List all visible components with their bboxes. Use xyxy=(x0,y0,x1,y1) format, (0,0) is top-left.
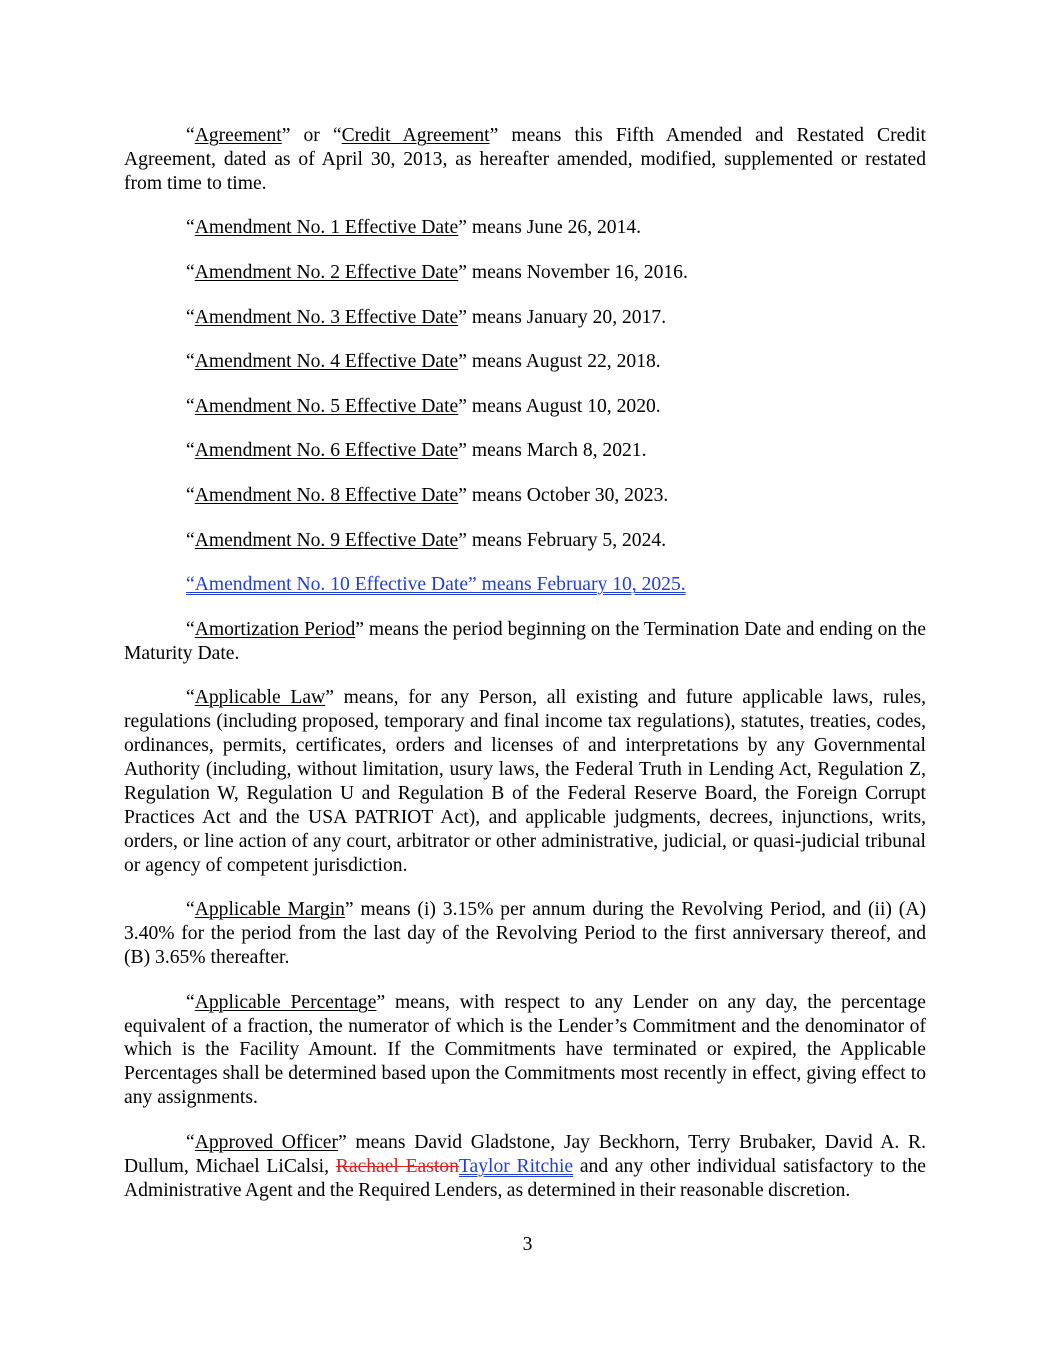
definition-amendment-5: “Amendment No. 5 Effective Date” means August 10, 2020. xyxy=(186,395,661,417)
definition-amendment-6: “Amendment No. 6 Effective Date” means March 8, 2021. xyxy=(186,440,647,462)
definition-applicable-percentage: “Applicable Percentage” means, with respect to any Lender on any day, the percentage equivalent of a fraction, the numerator of which is the Lender’s Commitment and the denominator of which is the Facility Amount. If the Commitments have terminated or expired, the Applicable Percentages shall be determined based upon the Commitments most recently in effect, giving effect to any assignments. xyxy=(124,991,926,1109)
defined-term: Approved Officer xyxy=(194,1131,338,1153)
defined-term: Applicable Percentage xyxy=(194,991,377,1013)
definition-amendment-10-inserted xyxy=(124,573,926,597)
defined-term: Applicable Margin xyxy=(194,899,345,921)
inserted-text: “Amendment No. 10 Effective Date” means February 10, 2025. xyxy=(186,574,686,596)
definition-amendment-8: “Amendment No. 8 Effective Date” means October 30, 2023. xyxy=(186,484,669,506)
defined-term: Amendment No. 3 Effective Date xyxy=(194,306,459,328)
defined-term-agreement: Agreement xyxy=(194,125,282,146)
definition-amendment-2: “Amendment No. 2 Effective Date” means November 16, 2016. xyxy=(186,262,688,283)
defined-term: Amortization Period xyxy=(194,618,356,640)
definition-approved-officer: “Approved Officer” means David Gladstone, Jay Beckhorn, Terry Brubaker, David A. R. Dullum, Michael LiCalsi, Rachael EastonTaylor Ritchie and any other individual satisfactory to the Administrative Agent and the Required Lenders, as determined in their reasonable discretion. xyxy=(124,1131,926,1201)
defined-term: Amendment No. 1 Effective Date xyxy=(194,217,459,239)
definitions-section xyxy=(124,124,926,1223)
defined-term: Amendment No. 4 Effective Date xyxy=(194,351,459,373)
defined-term: Amendment No. 6 Effective Date xyxy=(194,440,459,462)
definition-amendment-3: “Amendment No. 3 Effective Date” means January 20, 2017. xyxy=(186,306,667,328)
defined-term: Amendment No. 8 Effective Date xyxy=(194,484,459,506)
defined-term-credit-agreement: Credit Agreement xyxy=(341,125,490,146)
definition-applicable-law: “Applicable Law” means, for any Person, all existing and future applicable laws, rules, regulations (including proposed, temporary and final income tax regulations), statutes, treaties, codes, ordinances, permits, certificates, orders and licenses of and interpretations by any Governmental Authority (including, without limitation, usury laws, the Federal Truth in Lending Act, Regulation Z, Regulation W, Regulation U and Regulation B of the Federal Reserve Board, the Foreign Corrupt Practices Act and the USA PATRIOT Act), and applicable judgments, decrees, injunctions, writs, orders, or line action of any court, arbitrator or other administrative, judicial, or quasi-judicial tribunal or agency of competent jurisdiction. xyxy=(124,687,926,876)
inserted-text: Taylor Ritchie xyxy=(458,1155,574,1177)
definition-amendment-9: “Amendment No. 9 Effective Date” means February 5, 2024. xyxy=(186,529,667,551)
defined-term: Applicable Law xyxy=(194,687,326,709)
definition-applicable-margin: “Applicable Margin” means (i) 3.15% per annum during the Revolving Period, and (ii) (A) 3.40% for the period from the last day of the Revolving Period to the first anniversary thereof, and (B) 3.65% thereafter. xyxy=(124,899,927,968)
page-number: 3 xyxy=(522,1234,533,1255)
definition-amortization-period: “Amortization Period” means the period beginning on the Termination Date and ending on the Maturity Date. xyxy=(124,618,927,664)
defined-term: Amendment No. 9 Effective Date xyxy=(194,529,459,551)
defined-term: Amendment No. 5 Effective Date xyxy=(194,395,459,417)
definition-amendment-4: “Amendment No. 4 Effective Date” means August 22, 2018. xyxy=(186,351,661,373)
definition-amendment-1: “Amendment No. 1 Effective Date” means June 26, 2014. xyxy=(186,217,642,239)
definition-agreement: “Agreement” or “Credit Agreement” means this Fifth Amended and Restated Credit Agreement, dated as of April 30, 2013, as hereafter amended, modified, supplemented or restated from time to time. xyxy=(124,125,926,194)
defined-term: Amendment No. 2 Effective Date xyxy=(194,262,459,283)
deleted-text: Rachael Easton xyxy=(335,1155,459,1177)
